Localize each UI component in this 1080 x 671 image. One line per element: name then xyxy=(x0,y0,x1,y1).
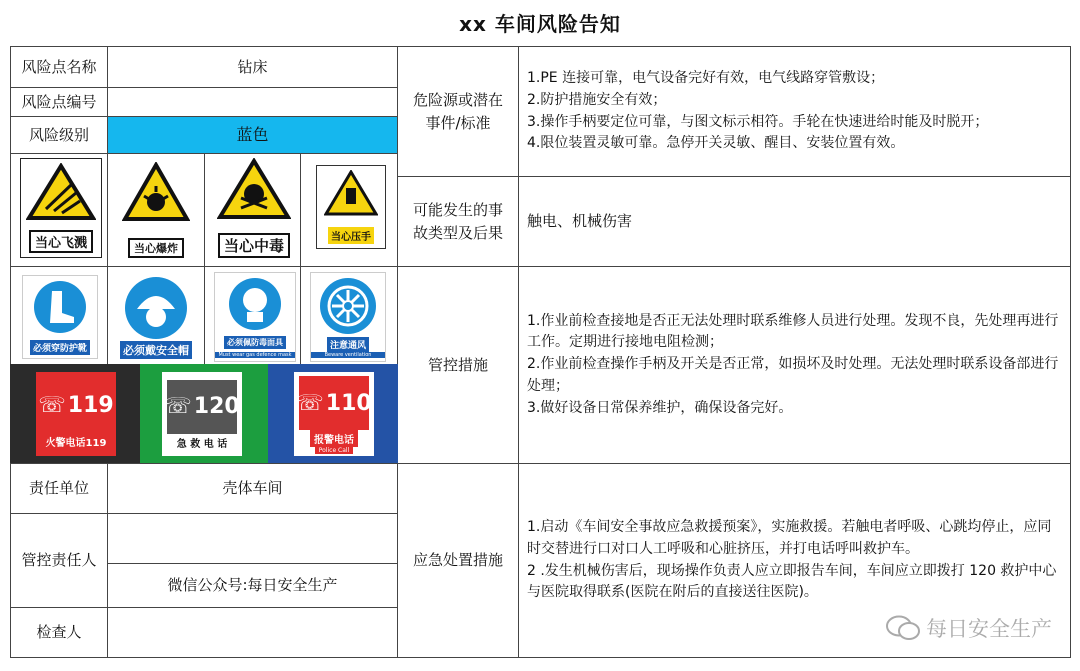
phone-sublabel: Police Call xyxy=(315,447,354,454)
risk-level-label: 风险级别 xyxy=(28,125,89,144)
telephone-icon: ☏ xyxy=(38,393,66,418)
telephone-icon: ☏ xyxy=(296,390,324,416)
col-line xyxy=(107,153,108,267)
risk-point-name-label: 风险点名称 xyxy=(21,57,97,76)
mandatory-sign-label: 必须戴安全帽 xyxy=(120,341,192,359)
mandatory-sign-ventilation xyxy=(310,272,386,362)
gas-mask-icon xyxy=(227,276,283,332)
ventilation-fan-icon xyxy=(318,276,378,336)
page-title: xx 车间风险告知 xyxy=(459,12,621,36)
hazard-line: 4.限位装置灵敏可靠。急停开关灵敏、醒目、安装位置有效。 xyxy=(527,135,905,152)
phone-120-top xyxy=(164,380,240,434)
watermark xyxy=(886,613,1052,643)
phone-sign-119 xyxy=(36,372,116,456)
responsible-unit-label: 责任单位 xyxy=(28,479,89,498)
control-line: 1.作业前检查接地是否正无法处理时联系维修人员进行处理。发现不良，先处理再进行工作。定期进行接地电阻检测； xyxy=(527,312,1059,351)
warning-sign-label: 当心爆炸 xyxy=(128,238,184,258)
mandatory-sign-helmet xyxy=(116,272,196,362)
phone-label: 急 救 电 话 xyxy=(176,438,228,450)
warning-sign-poison xyxy=(212,158,296,258)
phone-label: 报警电话 xyxy=(310,430,358,447)
mandatory-sign-boots xyxy=(22,275,98,359)
risk-point-code-label: 风险点编号 xyxy=(21,92,97,111)
warning-sign-label: 当心压手 xyxy=(328,227,374,244)
phone-number: 110 xyxy=(325,390,372,416)
phone-number: 119 xyxy=(67,393,114,418)
control-measures-content xyxy=(519,267,1070,463)
hazard-source-content xyxy=(519,47,1070,176)
control-person-value xyxy=(108,514,397,563)
inspector-value xyxy=(108,608,397,657)
wechat-account-text: 微信公众号:每日安全生产 xyxy=(167,576,338,595)
skull-icon xyxy=(217,158,291,220)
risk-point-name-value: 钻床 xyxy=(237,57,268,76)
press-hand-icon xyxy=(324,170,378,216)
accident-type-value: 触电、机械伤害 xyxy=(527,212,633,231)
phone-number: 120 xyxy=(193,394,240,419)
watermark-text: 每日安全生产 xyxy=(926,617,1052,641)
phone-label: 火警电话119 xyxy=(45,437,107,449)
mandatory-sign-gasmask xyxy=(214,272,296,362)
phone-119-top xyxy=(38,379,114,433)
responsible-unit-value: 壳体车间 xyxy=(222,479,283,498)
accident-type-label: 可能发生的事故类型及后果 xyxy=(412,201,503,242)
warning-triangle-icon xyxy=(26,163,96,221)
warning-sign-press xyxy=(316,165,386,249)
emergency-measures-label: 应急处置措施 xyxy=(412,551,503,570)
hazard-source-label: 危险源或潜在事件/标准 xyxy=(412,91,503,132)
control-line: 2.作业前检查操作手柄及开关是否正常，如损坏及时处理。无法处理时联系设备部进行处理； xyxy=(527,356,1059,394)
boot-icon xyxy=(32,279,88,335)
helmet-icon xyxy=(123,275,189,341)
telephone-icon: ☏ xyxy=(164,394,192,419)
risk-point-code-value xyxy=(108,88,397,116)
inspector-label: 检查人 xyxy=(36,623,82,642)
explosion-icon xyxy=(122,162,190,222)
col-line xyxy=(300,266,301,364)
risk-level-value: 蓝色 xyxy=(108,117,397,153)
emergency-line: 2 .发生机械伤害后，现场操作负责人应立即报告车间，车间应立即拨打 120 救护中心与医院取得联系(医院在附后的直接送往医院)。 xyxy=(527,562,1057,601)
col-line xyxy=(204,153,205,267)
hazard-line: 3.操作手柄要定位可靠，与图文标示相符。手轮在快速进给时能及时脱开； xyxy=(527,113,989,130)
mandatory-sign-sublabel: Must wear gas defence mask xyxy=(215,352,295,358)
phone-110-top xyxy=(296,376,372,430)
col-line xyxy=(107,266,108,364)
warning-sign-splash xyxy=(20,158,102,258)
mandatory-sign-label: 必须穿防护靴 xyxy=(30,340,90,355)
wechat-icon xyxy=(886,615,920,641)
hazard-line: 2.防护措施安全有效； xyxy=(527,91,667,108)
control-line: 3.做好设备日常保养维护，确保设备完好。 xyxy=(527,399,793,416)
control-measures-label: 管控措施 xyxy=(427,355,488,374)
col-line xyxy=(204,266,205,364)
hazard-line: 1.PE 连接可靠，电气设备完好有效，电气线路穿管敷设； xyxy=(527,70,885,87)
phone-sign-110 xyxy=(294,372,374,456)
warning-sign-explosion xyxy=(116,162,196,258)
warning-sign-label: 当心中毒 xyxy=(218,233,290,258)
border-right xyxy=(1070,46,1071,658)
control-person-label: 管控责任人 xyxy=(21,551,97,570)
mandatory-sign-label: 注意通风 xyxy=(327,337,369,352)
divider-center xyxy=(397,46,398,658)
mandatory-sign-sublabel: Beware ventilation xyxy=(311,352,385,358)
col-line xyxy=(300,153,301,267)
warning-sign-label: 当心飞溅 xyxy=(29,230,93,253)
border-bottom xyxy=(10,657,1071,658)
emergency-line: 1.启动《车间安全事故应急救援预案》，实施救援。若触电者呼吸、心跳均停止，应同时交替进行口对口人工呼吸和心脏挤压，并打电话呼叫救护车。 xyxy=(527,519,1052,557)
phone-sign-120 xyxy=(162,372,242,456)
mandatory-sign-label: 必须佩防毒面具 xyxy=(224,336,286,349)
